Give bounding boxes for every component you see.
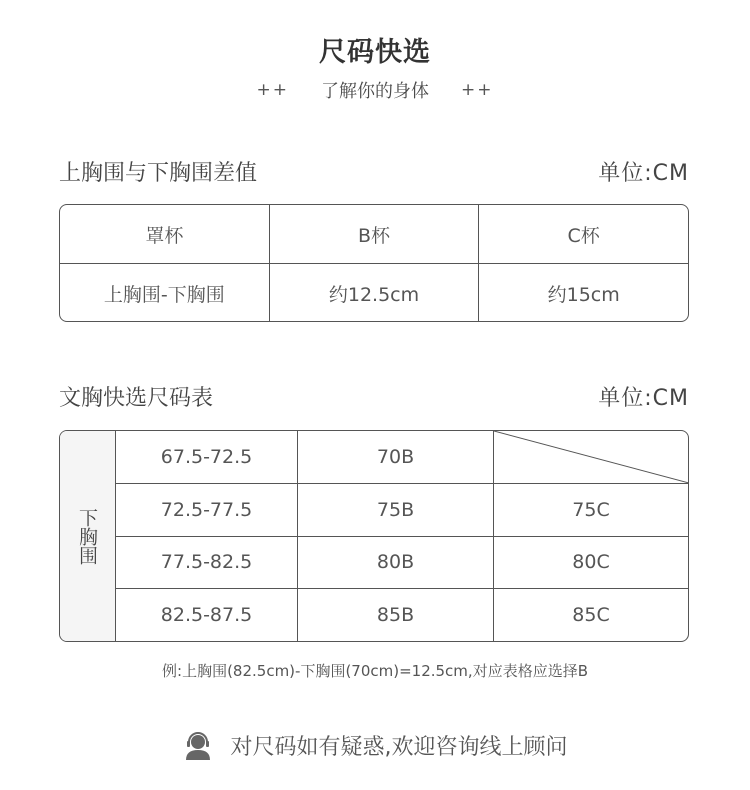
range-cell: 72.5-77.5 <box>160 498 253 521</box>
c-size-cell: 80C <box>493 537 688 589</box>
section1-title: 上胸围与下胸围差值 <box>59 161 258 186</box>
customer-service-icon <box>183 731 213 761</box>
table-header-cell: B杯 <box>269 205 479 263</box>
table-row <box>116 588 688 641</box>
diagonal-line <box>494 431 688 483</box>
size-grid <box>116 431 688 641</box>
table-cell: 约12.5cm <box>269 264 479 322</box>
table-cell: 约15cm <box>478 264 688 322</box>
table-header-cell: 罩杯 <box>145 224 184 247</box>
range-cell: 82.5-87.5 <box>160 604 253 627</box>
cup-difference-table <box>59 204 689 322</box>
size-chart-table <box>59 430 689 642</box>
consult-footer[interactable] <box>0 730 750 761</box>
section2-title: 文胸快选尺码表 <box>59 386 214 411</box>
section2-unit: 单位:CM <box>598 386 689 411</box>
section2-header <box>59 381 689 412</box>
decor-plus-right: ++ <box>461 80 494 100</box>
table-header-row <box>60 205 688 263</box>
empty-diagonal-cell <box>493 431 688 483</box>
table-cell: 上胸围-下胸围 <box>103 283 225 306</box>
table-row <box>116 431 688 483</box>
page-title: 尺码快选 <box>319 37 431 68</box>
table-row <box>60 263 688 322</box>
section1-unit: 单位:CM <box>598 161 689 186</box>
subtitle-text: 了解你的身体 <box>321 81 429 102</box>
table-row <box>116 536 688 589</box>
table-row <box>116 483 688 536</box>
decor-plus-left: ++ <box>256 80 289 100</box>
table-header-cell: C杯 <box>478 205 688 263</box>
b-size-cell: 85B <box>297 589 493 641</box>
b-size-cell: 75B <box>297 484 493 536</box>
range-cell: 67.5-72.5 <box>160 445 253 468</box>
page-subtitle <box>0 77 750 103</box>
consult-text: 对尺码如有疑惑,欢迎咨询线上顾问 <box>230 735 568 760</box>
section1-header <box>59 156 689 187</box>
range-cell: 77.5-82.5 <box>160 551 253 574</box>
side-label: 下胸围 <box>76 507 98 565</box>
side-label-cell <box>60 431 116 641</box>
c-size-cell: 75C <box>493 484 688 536</box>
b-size-cell: 70B <box>297 431 493 483</box>
b-size-cell: 80B <box>297 537 493 589</box>
example-note: 例:上胸围(82.5cm)-下胸围(70cm)=12.5cm,对应表格应选择B <box>162 662 588 680</box>
c-size-cell: 85C <box>493 589 688 641</box>
